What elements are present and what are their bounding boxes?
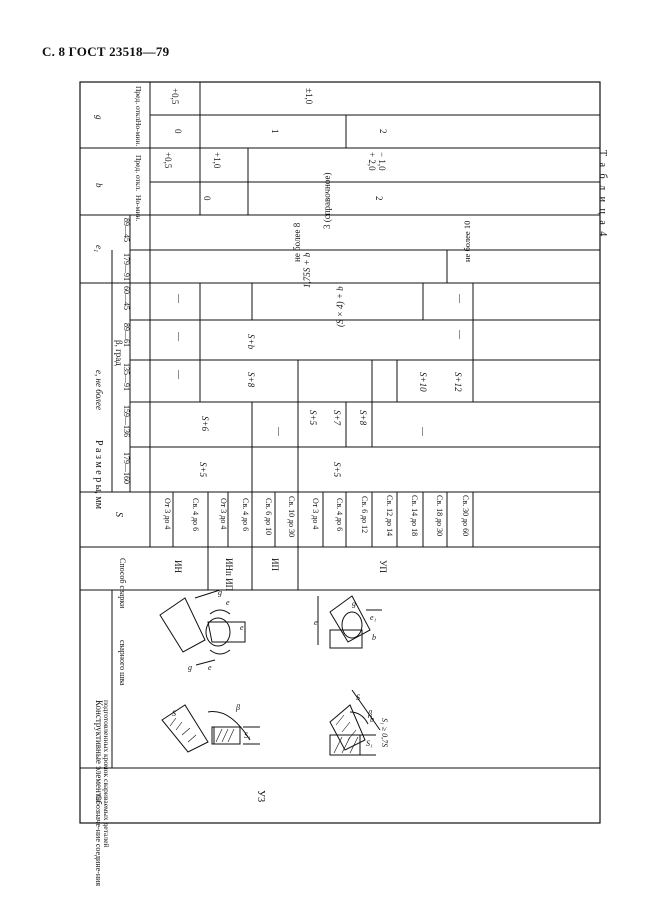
- e1-nb10: не более 10: [462, 220, 472, 262]
- label-b-2: b: [370, 715, 374, 724]
- b-nom-0: 0: [202, 196, 212, 201]
- label-s1-cond: S₁ ≥ 0,7S: [380, 718, 389, 748]
- s-range-12: Св. 18 до 30: [435, 495, 444, 537]
- beta-group-label: β, град: [114, 340, 124, 366]
- e-dash-b2: —: [174, 332, 184, 341]
- s-range-2: Св. 4 до 6: [191, 498, 200, 532]
- e-s5-c: S+5: [308, 410, 318, 426]
- b-dev-label: Пред. откл.: [134, 155, 143, 192]
- beta-159-136: 159—136: [122, 405, 131, 437]
- g-dev-10: ±1,0: [304, 88, 314, 105]
- e-sb: S+b: [246, 334, 256, 350]
- label-g-3: g: [352, 599, 356, 608]
- e-s8-b: S+8: [358, 410, 368, 426]
- b-dev-05: +0,5: [163, 152, 173, 169]
- dims-group-label: Р а з м е р ы, мм: [93, 440, 104, 510]
- beta-60-45: 60—45: [122, 286, 131, 310]
- s-range-5: Св. 6 до 10: [264, 498, 273, 536]
- beta-179-160: 179—160: [122, 452, 131, 484]
- e-s4b: (S × 4) + b: [335, 286, 345, 327]
- e1-nb8: не более 8: [292, 222, 302, 262]
- e1-179-91: 179—91: [122, 253, 131, 281]
- e-dash-c1: —: [455, 330, 465, 339]
- weld-label: сварного шва: [118, 640, 127, 686]
- e-lin: 1,75S + b: [302, 252, 312, 288]
- s-range-1: От 3 до 4: [163, 498, 172, 530]
- e-s5-b: S+5: [332, 462, 342, 478]
- g-dev-05: +0,5: [170, 88, 180, 105]
- e-s10: S+10: [418, 372, 428, 392]
- method-in: ИН: [173, 560, 183, 573]
- page-header: С. 8 ГОСТ 23518—79: [42, 44, 170, 59]
- prepared-edges-label: подготовленных кромок свариваемых деталей: [102, 700, 111, 848]
- label-e-1: e: [226, 598, 230, 607]
- designation-label: Обозначе-ние соедине-ния: [94, 795, 103, 887]
- e1-ref: 3 (справочное): [322, 172, 332, 229]
- g-dev-label: Пред. откл.: [134, 86, 143, 123]
- e-s7: S+7: [332, 410, 342, 426]
- b-nom-2: 2: [374, 196, 384, 201]
- label-g-1: g: [218, 588, 222, 597]
- s-range-13: Св. 30 до 60: [461, 495, 470, 537]
- elements-group-label: Конструктивные элементы: [94, 700, 104, 803]
- e-s5-a: S+5: [198, 462, 208, 478]
- b-dev-20a: + 2,0: [367, 152, 377, 171]
- method-up: УП: [378, 560, 388, 573]
- e-dash-b3: —: [174, 294, 184, 303]
- label-beta-1: β: [236, 703, 240, 712]
- s-range-3: От 3 до 4: [219, 498, 228, 530]
- e-dash-2: —: [418, 427, 428, 436]
- s-range-8: Св. 4 до 6: [335, 498, 344, 532]
- label-e1-2: e₁: [370, 613, 377, 622]
- label-s-2: S: [356, 693, 360, 702]
- sketch-weld-ip: [160, 590, 245, 665]
- s-label: S: [113, 512, 124, 517]
- s-range-4: Св. 4 до 6: [241, 498, 250, 532]
- label-beta-2: β: [368, 709, 372, 718]
- e-dash-b1: —: [174, 370, 184, 379]
- e1-89-45: 89—45: [122, 218, 131, 242]
- e-group-label: е, не более: [94, 370, 104, 411]
- b-dev-20b: − 1,0: [377, 152, 387, 171]
- g-nom-0: 0: [173, 129, 183, 134]
- g-label: g: [94, 115, 104, 120]
- table-grid: [80, 82, 600, 823]
- label-g-2: g: [188, 663, 192, 672]
- s-range-10: Св. 12 до 14: [385, 495, 394, 537]
- e-s6: S+6: [200, 416, 210, 432]
- label-e1-1: e₁: [240, 623, 247, 632]
- method-inp-ip: ИНп ИП: [224, 558, 234, 592]
- label-s-1: S: [172, 709, 176, 718]
- beta-135-91: 135—91: [122, 363, 131, 391]
- label-e-2: e: [208, 663, 212, 672]
- b-dev-10: +1,0: [212, 152, 222, 169]
- sketch-edges-ip: [162, 705, 260, 752]
- g-nom-2: 2: [378, 129, 388, 134]
- method-ip: ИП: [270, 558, 280, 571]
- label-s1-2: S₁: [366, 739, 373, 748]
- designation-value: У3: [255, 790, 266, 803]
- b-label: b: [94, 183, 104, 188]
- label-e-3: e: [314, 618, 318, 627]
- e-dash-c2: —: [455, 294, 465, 303]
- s-range-11: Св. 14 до 18: [410, 495, 419, 537]
- s-range-7: От 3 до 4: [311, 498, 320, 530]
- beta-89-61: 89—61: [122, 323, 131, 347]
- label-s1-1: S₁: [244, 731, 251, 740]
- e-s12: S+12: [453, 372, 463, 392]
- s-range-6: Св. 10 до 30: [287, 496, 296, 538]
- e-s8: S+8: [246, 372, 256, 388]
- b-nom-label: Но-мин.: [134, 195, 143, 222]
- table-title: Т а б л и ц а 4: [597, 150, 608, 239]
- label-b-3: b: [372, 633, 376, 642]
- s-range-9: Св. 6 до 12: [360, 496, 369, 534]
- e-dash-1: —: [274, 427, 284, 436]
- g-nom-1: 1: [270, 129, 280, 134]
- e1-label: е₁: [94, 245, 104, 253]
- method-label: Способ сварки: [118, 558, 127, 609]
- g-nom-label: Но-мин.: [134, 120, 143, 147]
